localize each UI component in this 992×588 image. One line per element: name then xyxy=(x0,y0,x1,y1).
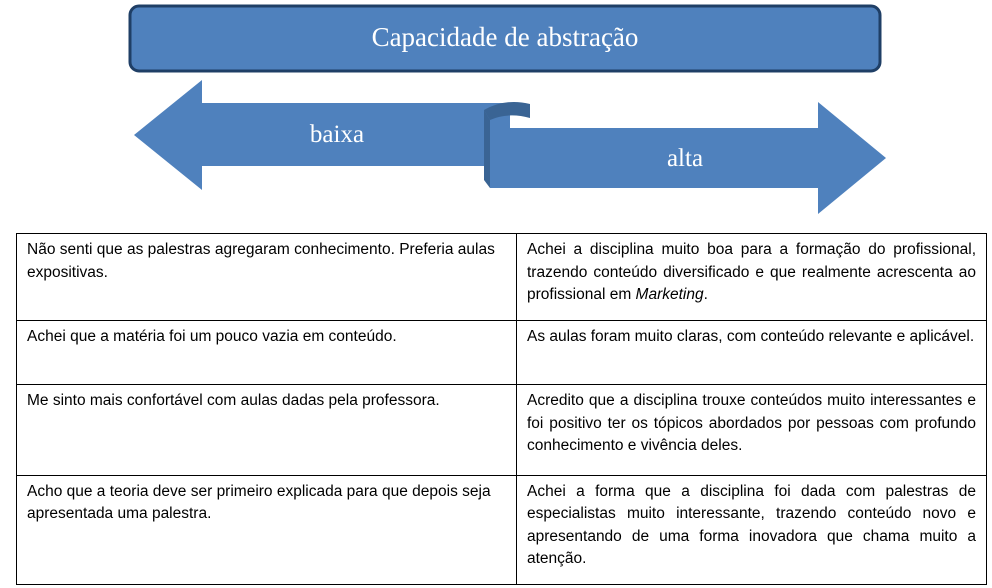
high-comment-cell: Achei a disciplina muito boa para a formação do profissional, trazendo conteúdo diversificado e que realmente acrescenta ao profissional em Marketing. xyxy=(517,234,987,321)
high-comment-cell: Acredito que a disciplina trouxe conteúdos muito interessantes e foi positivo ter os tópicos abordados por pessoas com profundo conhecimento e vivência deles. xyxy=(517,385,987,475)
title-banner xyxy=(130,6,880,71)
table-row xyxy=(17,475,987,584)
table-row xyxy=(17,321,987,385)
emphasis-text: Marketing xyxy=(635,286,704,303)
abstraction-diagram xyxy=(0,0,992,220)
low-comment-cell: Me sinto mais confortável com aulas dadas pela professora. xyxy=(17,385,517,475)
high-comment-cell: Achei a forma que a disciplina foi dada com palestras de especialistas muito interessante, trazendo conteúdo novo e apresentando de uma forma inovadora que chama muito a atenção. xyxy=(517,475,987,584)
low-comment-cell: Não senti que as palestras agregaram conhecimento. Preferia aulas expositivas. xyxy=(17,234,517,321)
low-comment-cell: Acho que a teoria deve ser primeiro explicada para que depois seja apresentada uma palestra. xyxy=(17,475,517,584)
high-arrow-label: alta xyxy=(666,145,704,172)
table-row xyxy=(17,385,987,475)
diagram-title: Capacidade de abstração xyxy=(371,22,639,52)
low-arrow-label: baixa xyxy=(309,121,365,148)
comments-table xyxy=(16,233,987,585)
high-comment-cell: As aulas foram muito claras, com conteúdo relevante e aplicável. xyxy=(517,321,987,385)
low-comment-cell: Achei que a matéria foi um pouco vazia em conteúdo. xyxy=(17,321,517,385)
table-row xyxy=(17,234,987,321)
high-arrow xyxy=(484,102,886,214)
low-arrow xyxy=(134,80,510,190)
